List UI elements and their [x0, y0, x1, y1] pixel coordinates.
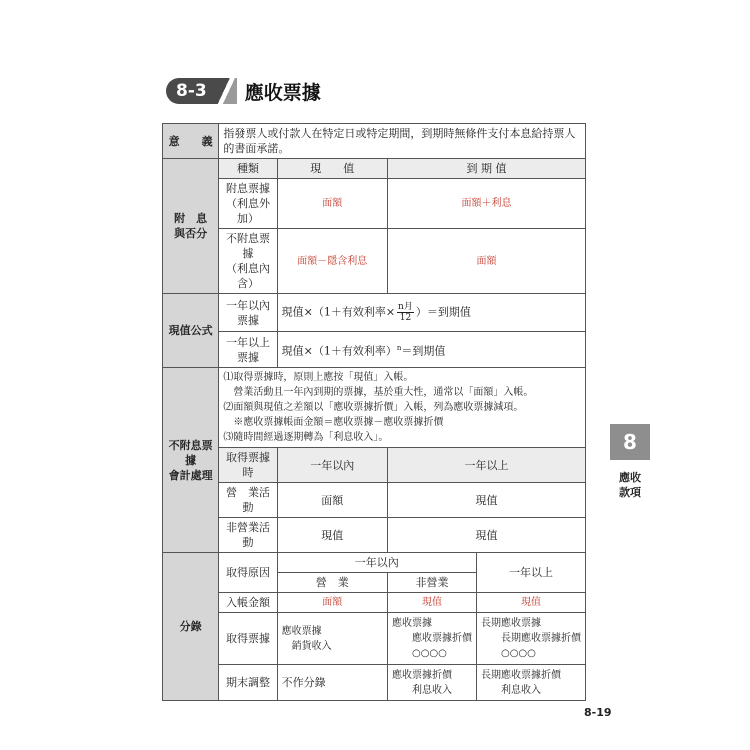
journal-line: 應收票據折價 — [391, 669, 452, 681]
entries-acquire-operating — [277, 613, 387, 665]
interest-row-present: 面額 — [277, 179, 387, 229]
journal-line: 應收票據 — [281, 625, 322, 637]
journal-line: 長期應收票據折價 — [480, 669, 561, 681]
definition-label: 意 義 — [163, 124, 219, 159]
entries-amount-over: 現值 — [476, 593, 585, 613]
interest-row-present: 面額－隱含利息 — [277, 229, 387, 294]
formula-exponent: n — [396, 343, 402, 352]
section-heading — [166, 76, 321, 106]
entries-amount-label: 入帳金額 — [219, 593, 277, 613]
accounting-note: ⑵面額與現值之差額以「應收票據折價」入帳，列為應收票據減項。 — [223, 402, 524, 413]
formula-row — [163, 332, 586, 368]
entries-over-header: 一年以上 — [476, 553, 585, 593]
journal-line: 長期應收票據折價 — [480, 633, 581, 644]
fraction — [397, 302, 414, 323]
interest-maturity-header: 到 期 值 — [387, 159, 585, 179]
journal-line: 長期應收票據 — [480, 618, 541, 629]
chapter-tab: 8 — [610, 424, 650, 460]
entries-amount-row — [163, 593, 586, 613]
accounting-subrow-kind: 營 業活動 — [219, 483, 277, 518]
accounting-note: 營業活動且一年內到期的票據，基於重大性，通常以「面額」入帳。 — [223, 387, 534, 398]
fraction-numerator: n月 — [398, 302, 413, 312]
entries-amount-operating: 面額 — [277, 593, 387, 613]
interest-present-header: 現 值 — [277, 159, 387, 179]
entries-reason-header: 取得原因 — [219, 553, 277, 593]
interest-row-maturity: 面額＋利息 — [387, 179, 585, 229]
formula-kind: 一年以內票據 — [219, 294, 277, 332]
entries-header-row — [163, 553, 586, 573]
formula-expression — [277, 332, 585, 368]
formula-expression — [277, 294, 585, 332]
entries-within-header: 一年以內 — [277, 553, 476, 573]
entries-acquire-nonop — [387, 613, 476, 665]
formula-kind: 一年以上票據 — [219, 332, 277, 368]
journal-line: 銷貨收入 — [281, 640, 332, 652]
section-title: 應收票據 — [244, 81, 321, 104]
entries-adjust-nonop — [387, 665, 476, 701]
journal-line: ○○○○ — [480, 648, 536, 659]
accounting-note: ⑴取得票據時，原則上應按「現值」入帳。 — [223, 372, 414, 383]
fraction-denominator: 12 — [399, 313, 412, 323]
interest-row — [163, 229, 586, 294]
accounting-subrow-kind: 非營業活動 — [219, 518, 277, 553]
formula-text: 現值×（1＋有效利率） — [281, 344, 397, 358]
accounting-notes-row — [163, 368, 586, 448]
formula-text: ＝到期值 — [401, 344, 446, 358]
accounting-note: ⑶隨時間經過逐期轉為「利息收入」。 — [223, 432, 389, 443]
accounting-note: ※應收票據帳面金額＝應收票據－應收票據折價 — [223, 417, 444, 428]
formula-label: 現值公式 — [163, 294, 219, 368]
section-slash-decoration — [217, 78, 237, 104]
entries-amount-nonop: 現值 — [387, 593, 476, 613]
entries-acquire-row — [163, 613, 586, 665]
interest-row-maturity: 面額 — [387, 229, 585, 294]
accounting-subrow — [163, 483, 586, 518]
entries-adjust-over — [476, 665, 585, 701]
page-number: 8-19 — [584, 706, 612, 719]
interest-header-row — [163, 159, 586, 179]
entries-adjust-label: 期末調整 — [219, 665, 277, 701]
entries-adjust-operating: 不作分錄 — [277, 665, 387, 701]
summary-table — [162, 123, 586, 701]
section-number: 8-3 — [166, 78, 217, 104]
interest-kind-header: 種類 — [219, 159, 277, 179]
accounting-subrow-over: 現值 — [387, 518, 585, 553]
interest-row-kind: 不附息票據 （利息內含） — [219, 229, 277, 294]
entries-nonop-header: 非營業 — [387, 573, 476, 593]
accounting-notes — [219, 368, 586, 448]
entries-acquire-label: 取得票據 — [219, 613, 277, 665]
definition-text: 指發票人或付款人在特定日或特定期間，到期時無條件支付本息給持票人的書面承諾。 — [219, 124, 586, 159]
entries-adjust-row — [163, 665, 586, 701]
formula-text: 現值×（1＋有效利率× — [281, 305, 396, 319]
formula-row — [163, 294, 586, 332]
journal-line: ○○○○ — [391, 648, 447, 659]
entries-operating-header: 營 業 — [277, 573, 387, 593]
entries-label: 分錄 — [163, 553, 219, 701]
journal-line: 應收票據 — [391, 618, 432, 629]
formula-text: ）＝到期值 — [415, 305, 471, 319]
accounting-over-header: 一年以上 — [387, 448, 585, 483]
accounting-subrow-within: 面額 — [277, 483, 387, 518]
definition-row — [163, 124, 586, 159]
accounting-subrow-over: 現值 — [387, 483, 585, 518]
entries-acquire-over — [476, 613, 585, 665]
accounting-subheader-row — [163, 448, 586, 483]
interest-label: 附 息 與否分 — [163, 159, 219, 294]
accounting-subrow-within: 現值 — [277, 518, 387, 553]
interest-row-kind: 附息票據 （利息外加） — [219, 179, 277, 229]
accounting-within-header: 一年以內 — [277, 448, 387, 483]
accounting-label: 不附息票據 會計處理 — [163, 368, 219, 553]
chapter-tab-label: 應收款項 — [619, 471, 641, 499]
accounting-when-header: 取得票據時 — [219, 448, 277, 483]
accounting-subrow — [163, 518, 586, 553]
journal-line: 利息收入 — [391, 684, 452, 696]
interest-row — [163, 179, 586, 229]
journal-line: 應收票據折價 — [391, 633, 472, 644]
journal-line: 利息收入 — [480, 684, 541, 696]
